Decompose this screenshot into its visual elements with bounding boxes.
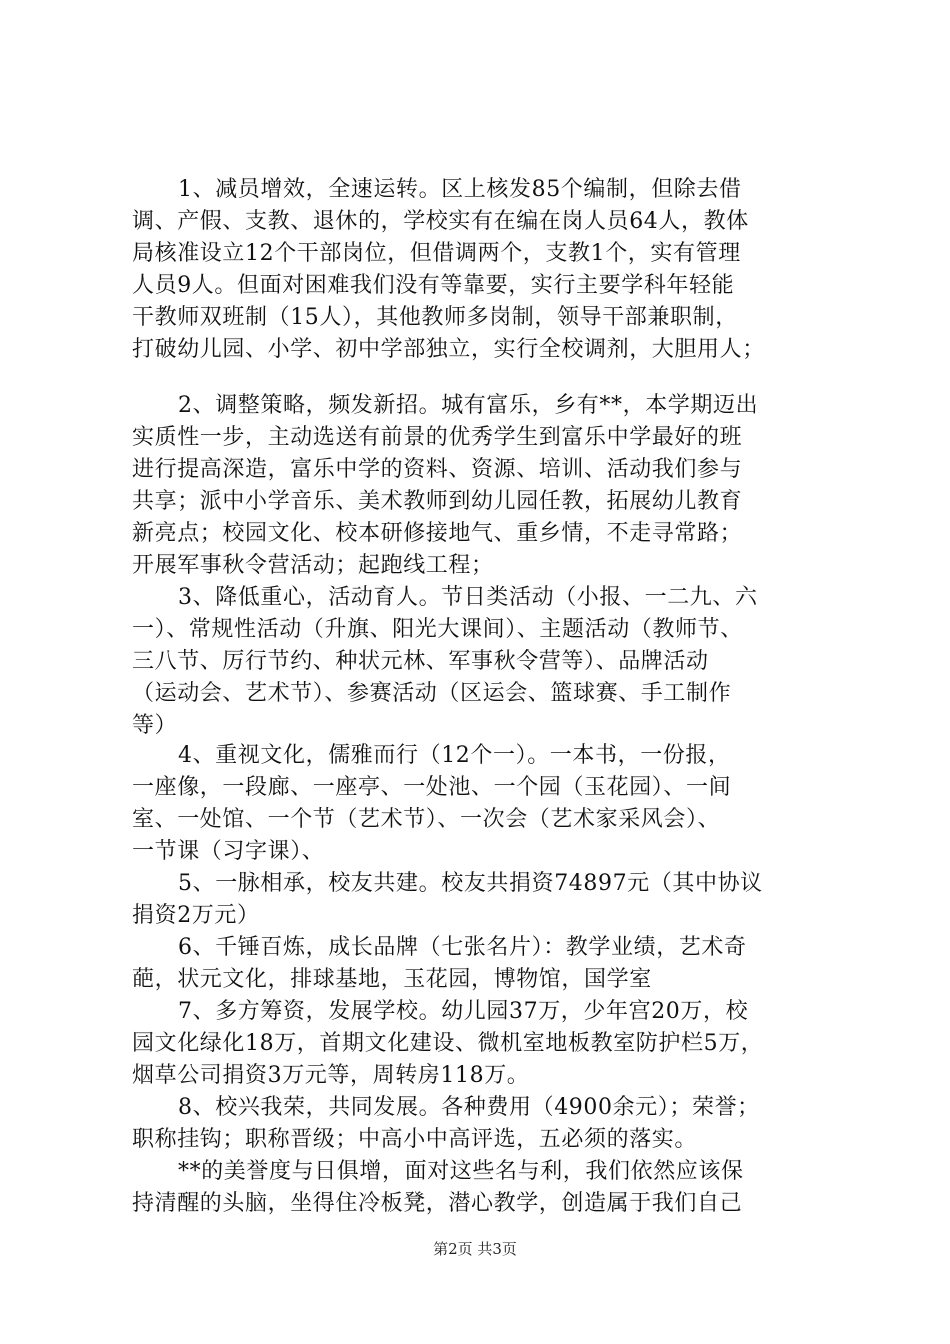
text-line: 3、降低重心，活动育人。节日类活动（小报、一二九、六 [178, 585, 758, 610]
text-line: 等） [132, 713, 178, 738]
text-line: 开展军事秋令营活动；起跑线工程； [132, 553, 494, 578]
text-line: 职称挂钩；职称晋级；中高小中高评选，五必须的落实。 [132, 1127, 698, 1152]
text-line: 调、产假、支教、退休的，学校实有在编在岗人员64人，教体 [132, 209, 749, 234]
text-line: 园文化绿化18万，首期文化建设、微机室地板教室防护栏5万， [132, 1031, 764, 1056]
text-line: 2、调整策略，频发新招。城有富乐，乡有**，本学期迈出 [178, 393, 759, 418]
text-line: 7、多方筹资，发展学校。幼儿园37万，少年宫20万，校 [178, 999, 749, 1024]
text-line: 三八节、厉行节约、种状元林、军事秋令营等）、品牌活动 [132, 649, 709, 674]
text-line: 6、千锤百炼，成长品牌（七张名片）：教学业绩，艺术奇 [178, 935, 747, 960]
text-line: 8、校兴我荣，共同发展。各种费用（4900余元）；荣誉； [178, 1095, 760, 1120]
text-line: 打破幼儿园、小学、初中学部独立，实行全校调剂，大胆用人； [132, 337, 765, 362]
page-number-footer: 第2页 共3页 [433, 1240, 517, 1258]
text-line: 室、一处馆、一个节（艺术节）、一次会（艺术家采风会）、 [132, 807, 721, 832]
text-line: 一）、常规性活动（升旗、阳光大课间）、主题活动（教师节、 [132, 617, 743, 642]
text-line: 实质性一步，主动选送有前景的优秀学生到富乐中学最好的班 [132, 425, 743, 450]
text-line: 局核准设立12个干部岗位，但借调两个，支教1个，实有管理 [132, 241, 741, 266]
text-line: 干教师双班制（15人），其他教师多岗制，领导干部兼职制， [132, 305, 738, 330]
text-line: 新亮点；校园文化、校本研修接地气、重乡情，不走寻常路； [132, 521, 743, 546]
text-line: 烟草公司捐资3万元等，周转房118万。 [132, 1063, 530, 1088]
text-line: 葩，状元文化，排球基地，玉花园，博物馆，国学室 [132, 967, 652, 992]
text-line: 持清醒的头脑，坐得住冷板凳，潜心教学，创造属于我们自己 [132, 1191, 743, 1216]
text-line: 1、减员增效，全速运转。区上核发85个编制，但除去借 [178, 177, 742, 202]
text-line: 5、一脉相承，校友共建。校友共捐资74897元（其中协议 [178, 871, 763, 896]
text-line: 进行提高深造，富乐中学的资料、资源、培训、活动我们参与 [132, 457, 743, 482]
text-line: 一座像，一段廊、一座亭、一处池、一个园（玉花园）、一间 [132, 775, 732, 800]
text-line: 捐资2万元） [132, 903, 260, 928]
text-line: 人员9人。但面对困难我们没有等靠要，实行主要学科年轻能 [132, 273, 735, 298]
text-line: 共享；派中小学音乐、美术教师到幼儿园任教，拓展幼儿教育 [132, 489, 743, 514]
text-line: 4、重视文化，儒雅而行（12个一）。一本书，一份报， [178, 743, 731, 768]
text-line: **的美誉度与日俱增，面对这些名与利，我们依然应该保 [178, 1159, 744, 1184]
text-line: （运动会、艺术节）、参赛活动（区运会、篮球赛、手工制作 [132, 681, 732, 706]
text-line: 一节课（习字课）、 [132, 839, 325, 864]
